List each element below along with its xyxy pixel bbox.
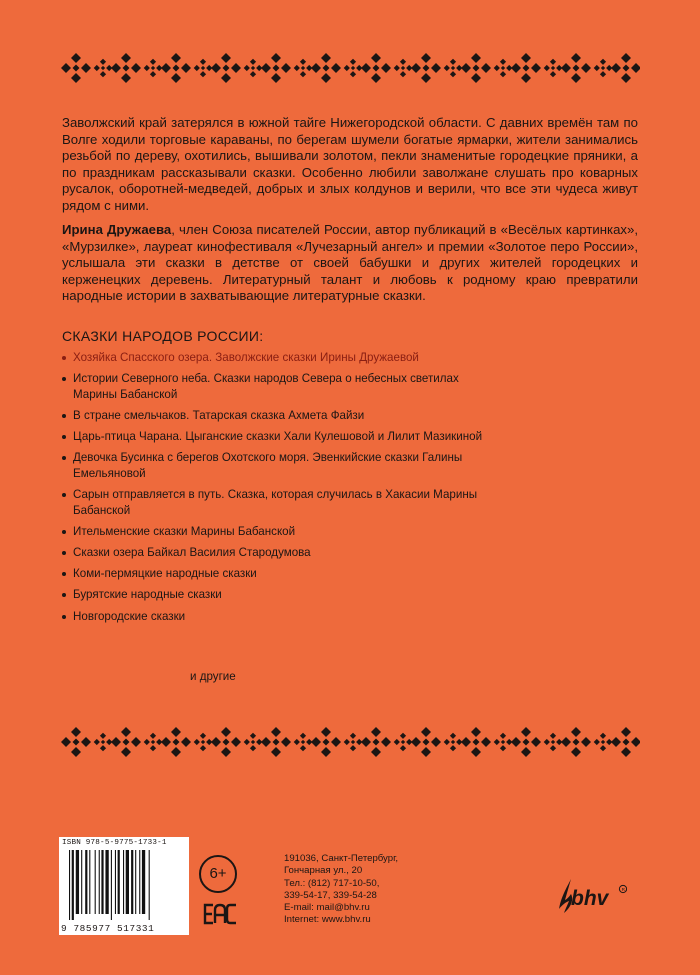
barcode-bar: [118, 850, 120, 914]
barcode-bar: [81, 850, 82, 914]
barcode-bar: [135, 850, 136, 914]
ornament-motif-large: [561, 53, 591, 83]
ornament-motif-large: [611, 53, 640, 83]
ornament-motif-small: [294, 733, 313, 752]
ornament-motif-small: [544, 59, 563, 78]
address-line: 191036, Санкт-Петербург,: [284, 853, 399, 864]
ornament-motif-large: [511, 727, 541, 757]
ornament-motif-small: [594, 733, 613, 752]
ornament-motif-large: [511, 53, 541, 83]
barcode-bar: [89, 850, 90, 914]
ornament-motif-small: [94, 733, 113, 752]
ornament-motif-large: [61, 53, 91, 83]
address-line: Гончарная ул., 20: [284, 865, 363, 877]
barcode-bar: [126, 850, 129, 914]
book-item: Сарын отправляется в путь. Сказка, которая случилась в Хакасии Марины Бабанской: [62, 487, 502, 518]
publisher-address: [284, 853, 398, 927]
book-item: Истории Северного неба. Сказки народов Севера о небесных светилах Марины Бабанской: [62, 371, 502, 402]
ornament-motif-small: [494, 59, 513, 78]
ornament-motif-large: [461, 53, 491, 83]
ornament-motif-small: [444, 59, 463, 78]
book-item: Ительменские сказки Марины Бабанской: [62, 524, 502, 540]
ornament-motif-small: [444, 733, 463, 752]
book-item: Коми-пермяцкие народные сказки: [62, 566, 502, 582]
ornament-motif-small: [394, 733, 413, 752]
barcode-bar: [72, 850, 74, 920]
ornament-motif-large: [311, 727, 341, 757]
bhv-logo: [557, 875, 627, 915]
book-item: Новгородские сказки: [62, 609, 502, 625]
barcode-bar: [95, 850, 96, 914]
ornament-motif-small: [194, 59, 213, 78]
ornament-motif-large: [411, 727, 441, 757]
book-item: Девочка Бусинка с берегов Охотского моря. Эвенкийские сказки Галины Емельяновой: [62, 450, 502, 481]
ornament-motif-small: [594, 59, 613, 78]
ornament-motif-small: [244, 733, 263, 752]
ornament-motif-large: [561, 727, 591, 757]
book-item: Бурятские народные сказки: [62, 587, 502, 603]
ornament-motif-small: [194, 733, 213, 752]
age-rating-badge: 6+: [199, 855, 237, 893]
ornament-motif-large: [261, 727, 291, 757]
ornament-motif-small: [544, 733, 563, 752]
ornament-motif-large: [361, 727, 391, 757]
email-line: E-mail: mail@bhv.ru: [284, 902, 370, 914]
ornament-motif-small: [344, 733, 363, 752]
ornament-motif-small: [344, 59, 363, 78]
book-item: В стране смельчаков. Татарская сказка Ахмета Файзи: [62, 408, 502, 424]
top-ornament-border: [60, 50, 640, 86]
barcode-bar: [85, 850, 87, 914]
barcode-bars-icon: [65, 850, 185, 920]
barcode-bar: [115, 850, 116, 914]
ornament-motif-large: [111, 53, 141, 83]
phone-line: 339-54-17, 339-54-28: [284, 889, 377, 901]
ornament-motif-large: [61, 727, 91, 757]
others-note: и другие: [190, 670, 236, 683]
ornament-motif-large: [261, 53, 291, 83]
series-title: СКАЗКИ НАРОДОВ РОССИИ:: [62, 328, 264, 344]
website-line: Internet: www.bhv.ru: [284, 914, 371, 926]
barcode: [59, 837, 189, 935]
intro-paragraph: Заволжский край затерялся в южной тайге Нижегородской области. С давних времён там по Волге ходили торговые караваны, по берегам шумели богатые ярмарки, жители занимались резьбой по дереву, охотились, вышивали золотом, пекли знаменитые городецкие пряники, а по праздникам рассказывали сказки. Особенно любили заволжане слушать про коварных русалок, оборотней-медведей, добрых и злых колдунов и верили, что все эти чудеса живут рядом с ними.: [62, 115, 638, 213]
barcode-bar: [139, 850, 140, 914]
barcode-bar: [105, 850, 108, 914]
book-item: Сказки озера Байкал Василия Стародумова: [62, 545, 502, 561]
ornament-motif-large: [111, 727, 141, 757]
ornament-motif-large: [161, 727, 191, 757]
author-name: Ирина Дружаева: [62, 222, 172, 237]
isbn-text: ISBN 978-5-9775-1733-1: [62, 839, 167, 847]
phone-line: Тел.: (812) 717-10-50,: [284, 877, 380, 889]
barcode-bar: [101, 850, 103, 914]
eac-mark-icon: [203, 902, 237, 926]
ornament-motif-small: [244, 59, 263, 78]
barcode-bar: [99, 850, 100, 914]
book-list: [62, 350, 502, 630]
book-item: Царь-птица Чарана. Цыганские сказки Хали Кулешовой и Лилит Мазикиной: [62, 429, 502, 445]
barcode-bar: [123, 850, 124, 914]
ornament-motif-large: [411, 53, 441, 83]
ornament-motif-small: [94, 59, 113, 78]
ornament-motif-large: [461, 727, 491, 757]
ornament-motif-small: [494, 733, 513, 752]
author-bio-text: , член Союза писателей России, автор публикаций в «Весёлых картинках», «Мурзилке», лауреат кинофестиваля «Лучезарный ангел» и премии «Золотое перо России», услышала эти сказки в детстве от своей бабушки и других жителей городецких и керженецких деревень. Литературный талант и любовь к родному краю превратили народные истории в захватывающие литературные сказки.: [62, 222, 639, 304]
intro-text: [62, 115, 638, 215]
bottom-ornament-border: [60, 724, 640, 760]
ornament-motif-large: [161, 53, 191, 83]
ornament-motif-large: [211, 727, 241, 757]
ornament-motif-small: [144, 733, 163, 752]
ornament-motif-large: [611, 727, 640, 757]
barcode-bar: [76, 850, 79, 914]
ornament-motif-small: [294, 59, 313, 78]
ean-number: 9 785977 517331: [61, 923, 155, 934]
ornament-motif-large: [311, 53, 341, 83]
ornament-motif-large: [211, 53, 241, 83]
ornament-motif-large: [361, 53, 391, 83]
svg-text:R: R: [621, 887, 625, 892]
book-item-current: Хозяйка Спасского озера. Заволжские сказки Ирины Дружаевой: [62, 350, 502, 366]
publisher-logo-text: bhv: [571, 887, 609, 910]
barcode-bar: [142, 850, 145, 914]
barcode-bar: [149, 850, 150, 920]
author-bio: [62, 222, 638, 305]
barcode-bar: [131, 850, 133, 914]
barcode-bar: [111, 850, 112, 920]
ornament-motif-small: [394, 59, 413, 78]
ornament-motif-small: [144, 59, 163, 78]
barcode-bar: [69, 850, 70, 920]
